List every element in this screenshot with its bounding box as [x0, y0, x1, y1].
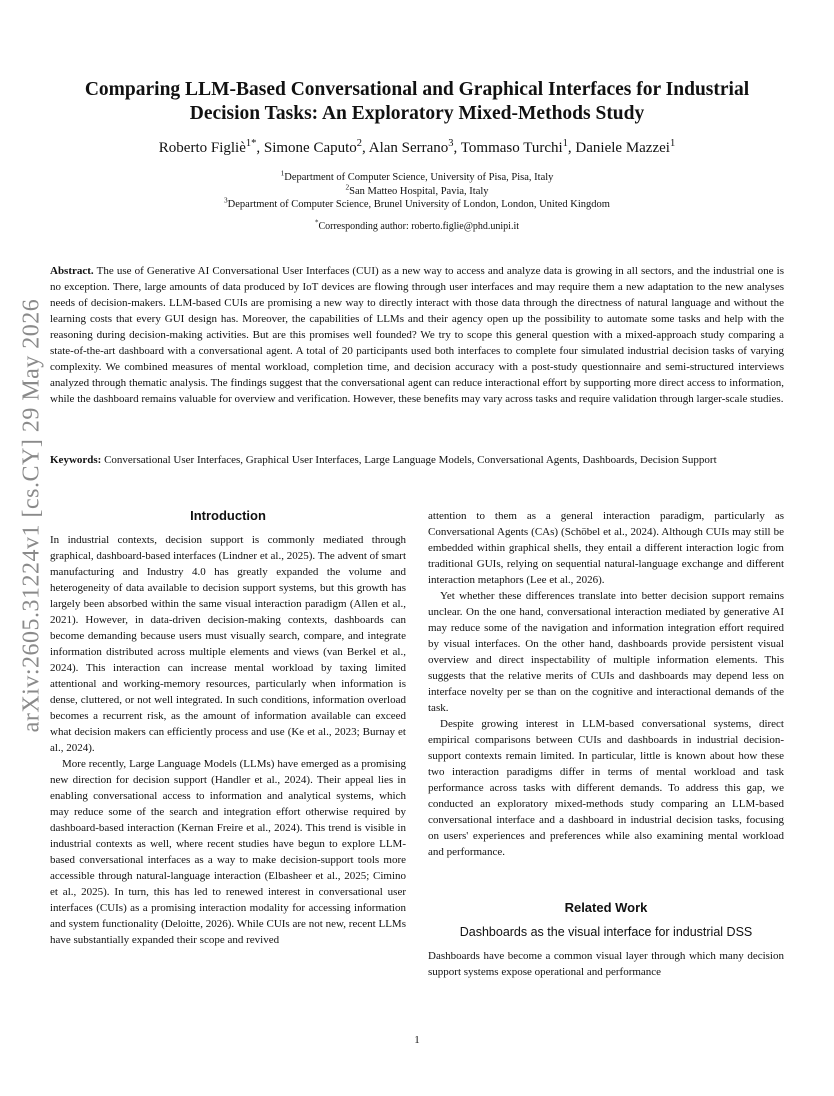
- affiliations: [80, 168, 754, 212]
- spacer: [428, 860, 784, 900]
- keywords-text: Conversational User Interfaces, Graphical User Interfaces, Large Language Models, Conversational Agents, Dashboards, Decision Support: [104, 454, 717, 466]
- keywords: [50, 452, 784, 468]
- paper-title: Comparing LLM-Based Conversational and Graphical Interfaces for Industrial Decision Tasks: An Exploratory Mixed-Methods Study: [84, 79, 750, 124]
- arxiv-sidebar-stamp: [14, 255, 50, 775]
- author: Daniele Mazzei$^1$: [575, 138, 676, 156]
- paragraph: Despite growing interest in LLM-based conversational systems, direct empirical comparisons between CUIs and dashboards in industrial decision-support contexts remain limited. In particular, little is known about how these two interaction paradigms differ in terms of mental workload and task performance across tasks with different demands. To address this gap, we conducted an exploratory mixed-methods study comparing an LLM-based conversational interface and a dashboard in industrial decision tasks, focusing on users' experiences and preferences while also examining mental workload and performance.: [428, 718, 784, 858]
- author: Simone Caputo$^2$: [263, 138, 363, 156]
- arxiv-identifier: arXiv:2605.31224v1 [cs.CY] 29 May 2026: [18, 298, 45, 732]
- keywords-label: Keywords:: [50, 454, 102, 466]
- affiliation: $^2$San Matteo Hospital, Pavia, Italy: [345, 182, 489, 197]
- paragraph: attention to them as a general interaction paradigm, particularly as Conversational Agents (CAs) (Schöbel et al., 2024). Although CUIs may still be embedded within graphical shells, they entail a different interaction logic from traditional GUIs, relying on sequential natural-language exchange and different interaction metaphors (Lee et al., 2026).: [428, 510, 784, 586]
- abstract-text: The use of Generative AI Conversational User Interfaces (CUI) as a new way to access and analyze data is growing in all sectors, and the industrial one is no exception. There, large amounts of data produced by IoT devices are flowing through user interfaces and may require them a new adaptation to the new analyses needs of decision-makers. LLM-based CUIs are promising a new way to directly interact with those data through the directness of natural language and without the learning costs that every GUI design has. Moreover, the capabilities of LLMs and their agency open up the possibility to automate some tasks and help with the reasoning during decision-making activities. But are this promises well founded? We try to scope this general question with a mixed-approach study comparing a state-of-the-art dashboard with a conversational agent. A total of 20 participants used both interfaces to complete four simulated industrial decision tasks of varying complexity. We combined measures of mental workload, completion time, and decision accuracy with a post-study questionnaire and semi-structured interviews analyzed through thematic analysis. The findings suggest that the conversational agent can reduce interactional effort by supporting more direct access to information, while the dashboard remains valuable for overview and verification. However, these benefits may vary across tasks and require validation through larger-scale studies.: [50, 265, 784, 405]
- section-heading-related-work: Related Work: [564, 900, 648, 915]
- affiliation: $^1$Department of Computer Science, University of Pisa, Pisa, Italy: [280, 168, 554, 183]
- author: Tommaso Turchi$^1$: [460, 138, 568, 156]
- section-heading-introduction: Introduction: [190, 508, 266, 523]
- abstract-label: Abstract.: [50, 265, 94, 277]
- left-column: [50, 508, 406, 948]
- author-list: Roberto Figliè$^{1*}$, Simone Caputo$^2$, Alan Serrano$^3$, Tommaso Turchi$^1$, Daniele Mazzei$^1$: [158, 138, 676, 156]
- page-number: 1: [414, 1034, 420, 1046]
- corresponding-author: *Corresponding author: roberto.figlie@phd.unipi.it: [314, 218, 520, 232]
- affiliation: $^3$Department of Computer Science, Brunel University of London, London, United Kingdom: [224, 195, 610, 210]
- subsection-heading: Dashboards as the visual interface for industrial DSS: [459, 925, 753, 939]
- author: Alan Serrano$^3$: [368, 138, 454, 156]
- right-column: [428, 508, 784, 980]
- author: Roberto Figliè$^{1*}$: [158, 138, 257, 156]
- paragraph: In industrial contexts, decision support is commonly mediated through graphical, dashboard-based interfaces (Lindner et al., 2025). The advent of smart manufacturing and Industry 4.0 has greatly expanded the volume and heterogeneity of data available to decision support systems, but this growth has largely been absorbed within the same visual interaction paradigm (Allen et al., 2021). However, in data-driven decision-making contexts, dashboards can become demanding because users must visually search, compare, and integrate information distributed across multiple elements and views (van Berkel et al., 2024). This interaction can increase mental workload by taxing limited attentional and working-memory resources, particularly when information is dense, cluttered, or not well integrated. In such conditions, information overload becomes a recurrent risk, as the amount of information available can exceed what decision makers can efficiently process and use (Ke et al., 2023; Burnay et al., 2024).: [50, 534, 406, 754]
- paragraph: More recently, Large Language Models (LLMs) have emerged as a promising new direction for decision support (Handler et al., 2024). Their appeal lies in enabling conversational access to information and analytical systems, which may reduce some of the search and integration effort otherwise required by dashboard-based interaction (Kernan Freire et al., 2024). This trend is visible in industrial contexts as well, where recent studies have begun to explore LLM-based conversational interfaces as a way to make decision-support tools more accessible through natural-language interaction (Elbasheer et al., 2025; Cimino et al., 2025). In turn, this has led to renewed interest in conversational user interfaces (CUIs) as a promising interaction modality for accessing information and system functionality (Deloitte, 2026). While CUIs are not new, recent LLMs have substantially expanded their scope and revived: [50, 758, 406, 946]
- paragraph: Yet whether these differences translate into better decision support remains unclear. On the one hand, conversational interaction mediated by generative AI may reduce some of the navigation and information integration effort required by visual interfaces. On the other hand, dashboards provide persistent visual overview and direct inspectability of multiple information elements. This suggests that the relative merits of CUIs and dashboards may depend less on interface novelty per se than on the cognitive and interactional demands of the task.: [428, 590, 784, 714]
- abstract: [50, 263, 784, 407]
- paragraph: Dashboards have become a common visual layer through which many decision support systems expose operational and performance: [428, 950, 784, 978]
